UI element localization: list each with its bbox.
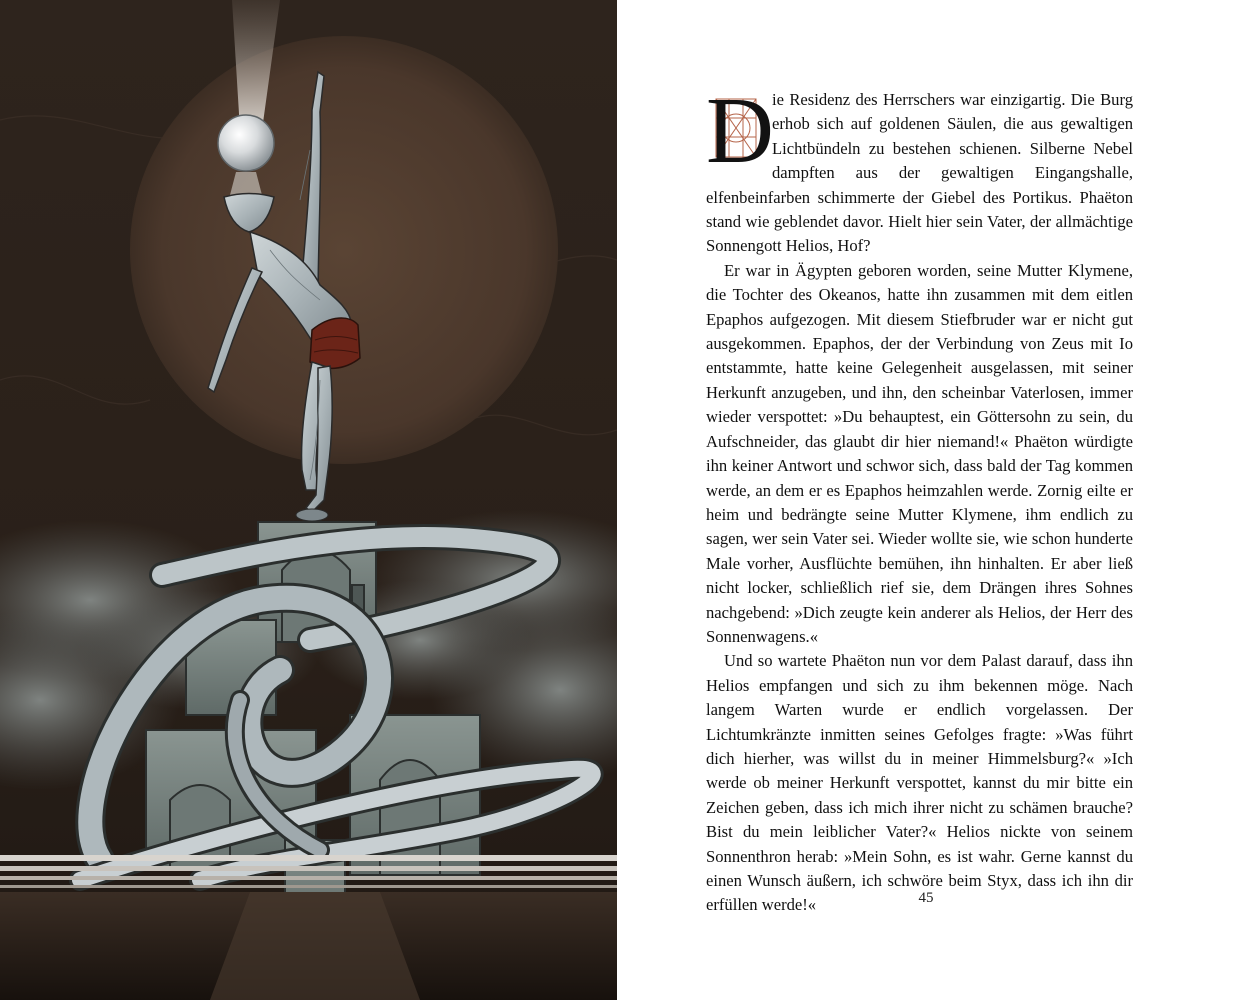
- paragraph-1: ie Residenz des Herrschers war einzigartig. Die Burg erhob sich auf goldenen Säulen, die aus gewaltigen Lichtbündeln zu bestehen schienen. Silberne Nebel dampften aus der gewaltigen Eingangshalle, elfenbeinfarben schimmerte der Giebel des Portikus. Phaëton stand wie geblendet davor. Hielt hier sein Vater, der allmächtige Sonnengott Helios, Hof?: [706, 90, 1133, 256]
- striped-base: [0, 855, 617, 1000]
- glowing-orb: [218, 115, 274, 171]
- sun-halo: [130, 36, 558, 464]
- page-number: 45: [918, 890, 934, 906]
- text-page: [617, 0, 1235, 1000]
- illustration-page: [0, 0, 617, 1000]
- phaeton-illustration: [0, 0, 617, 1000]
- paragraph-2: Er war in Ägypten geboren worden, seine Mutter Klymene, die Tochter des Okeanos, hatte ihn zusammen mit dem eitlen Epaphos aufgezogen. Mit diesem Stiefbruder war er nicht gut ausgekommen. Epaphos, der der Verbindung von Zeus mit Io entstammte, hatte keine Gelegenheit ausgelassen, mit seiner Herkunft anzugeben, und ihn, den scheinbar Vaterlosen, immer wieder verspottet: »Du behauptest, ein Göttersohn zu sein, du Aufschneider, das glaubt dir hier niemand!« Phaëton würdigte ihn keiner Antwort und schwor sich, dass bald der Tag kommen werde, an dem er es Epaphos heimzahlen werde. Zornig eilte er heim und bedrängte seine Mutter Klymene, ihm endlich zu sagen, wer sein Vater sei. Wieder wollte sie, wie schon hunderte Male vorher, Ausflüchte bemühen, ihn hinhalten. Er aber ließ nicht locker, schließlich rief sie, dem Drängen ihres Sohnes nachgebend: »Dich zeugte kein anderer als Helios, der Herr des Sonnenwagens.«: [706, 260, 1133, 646]
- paragraph-3: Und so wartete Phaëton nun vor dem Palast darauf, dass ihn Helios empfangen und sich zu ihm bekennen möge. Nach langem Warten wurde er endlich vorgelassen. Der Lichtumkränzte inmitten seines Gefolges fragte: »Was führt dich hierher, was willst du in meiner Himmelsburg?« »Ich werde ob meiner Herkunft verspottet, kannst du mir bitte ein Zeichen geben, dass ich mich ihrer nicht zu schämen brauche? Bist du mein leiblicher Vater?« Helios nickte von seinem Sonnenthron herab: »Mein Sohn, es ist wahr. Gerne kannst du einen Wunsch äußern, ich schwöre beim Styx, dass ich ihn dir erfüllen werde!«: [706, 651, 1133, 915]
- drop-cap: [706, 79, 774, 183]
- drop-cap-letter: D: [706, 79, 774, 183]
- story-text: [706, 79, 1133, 918]
